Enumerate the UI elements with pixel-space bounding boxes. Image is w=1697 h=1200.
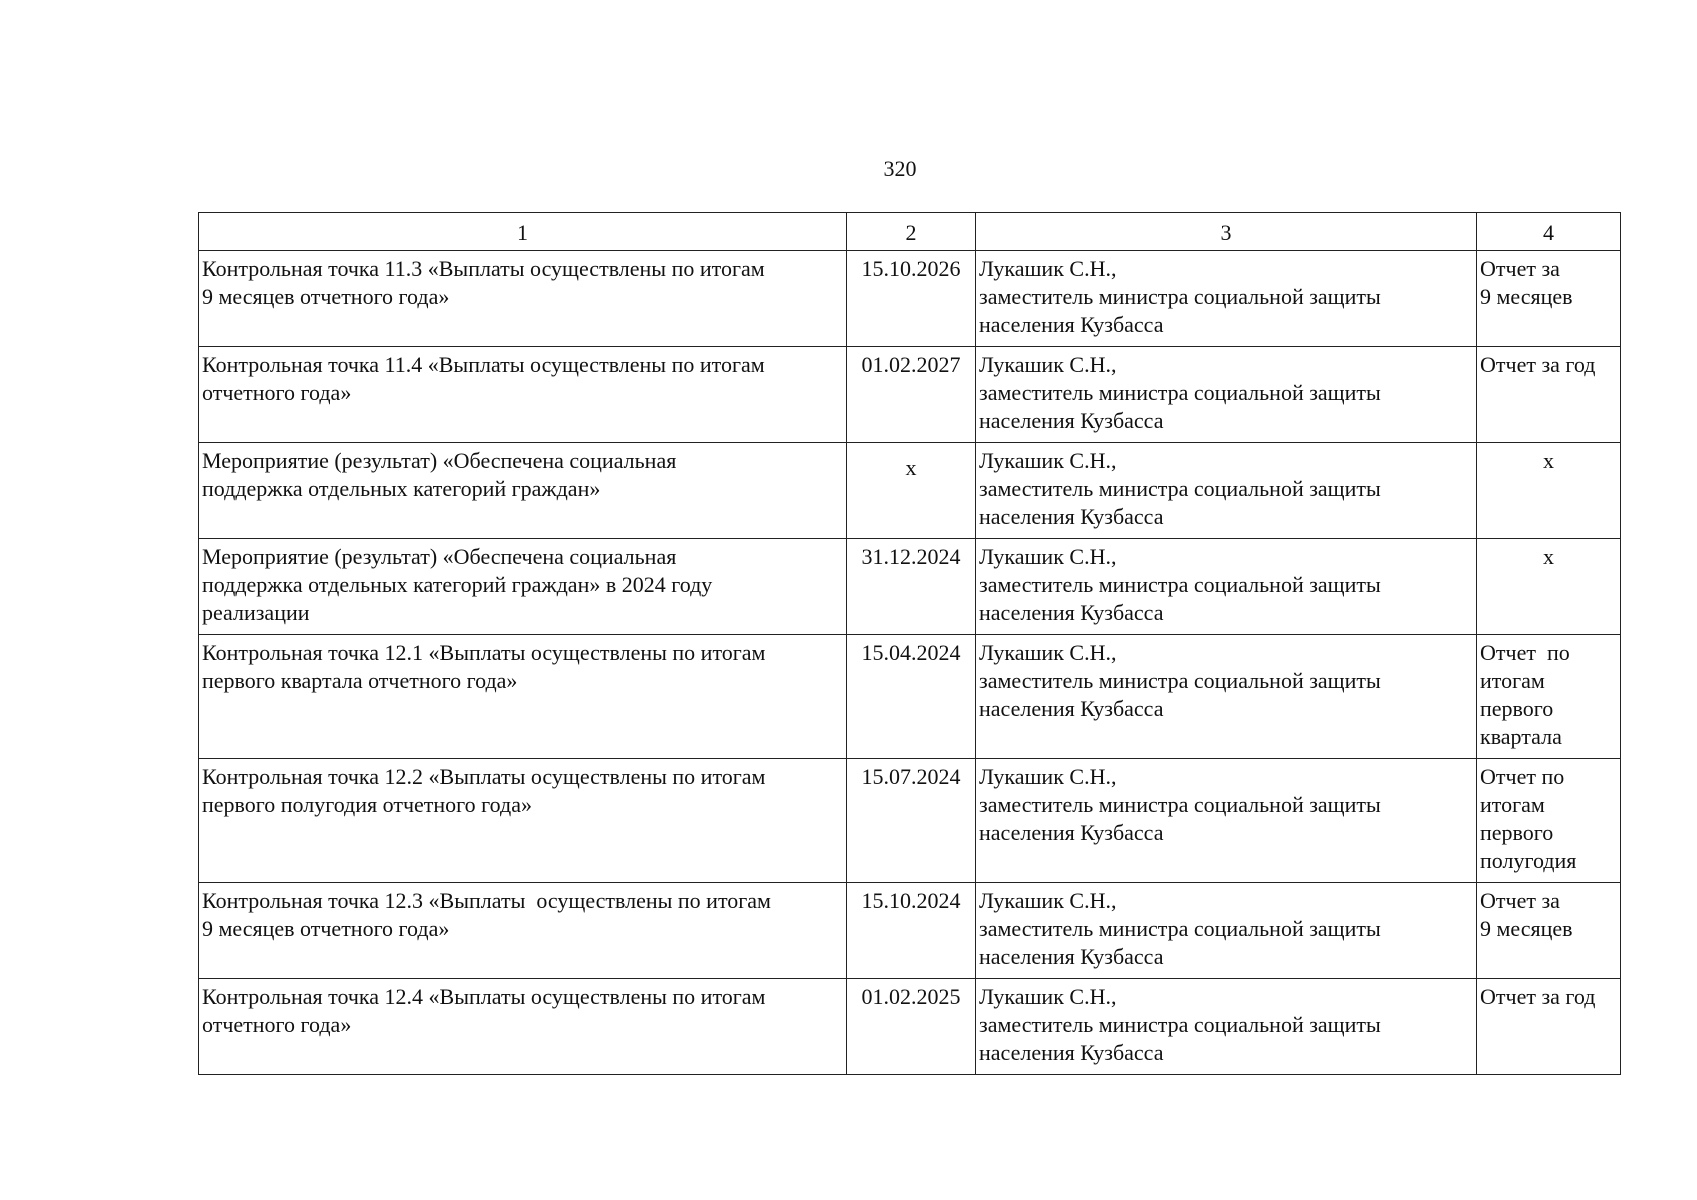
responsible-line: заместитель министра социальной защиты <box>979 476 1381 501</box>
responsible-cell <box>976 979 1477 1075</box>
responsible-line: населения Кузбасса <box>979 1040 1164 1065</box>
date-cell: 15.04.2024 <box>847 635 976 759</box>
date-cell: 15.07.2024 <box>847 759 976 883</box>
responsible-cell <box>976 883 1477 979</box>
table-row <box>199 539 1621 635</box>
title-line: поддержка отдельных категорий граждан» <box>202 476 601 501</box>
responsible-line: населения Кузбасса <box>979 504 1164 529</box>
title-cell <box>199 759 847 883</box>
table-row <box>199 443 1621 539</box>
responsible-line: Лукашик С.Н., <box>979 640 1117 665</box>
title-cell <box>199 883 847 979</box>
title-line: Мероприятие (результат) «Обеспечена социальная <box>202 448 677 473</box>
responsible-cell <box>976 443 1477 539</box>
responsible-line: Лукашик С.Н., <box>979 448 1117 473</box>
column-number-1: 1 <box>199 213 847 251</box>
table-row <box>199 251 1621 347</box>
title-cell <box>199 347 847 443</box>
title-line: Контрольная точка 12.3 «Выплаты осуществлены по итогам <box>202 888 771 913</box>
title-line: первого полугодия отчетного года» <box>202 792 532 817</box>
responsible-line: Лукашик С.Н., <box>979 544 1117 569</box>
table-row <box>199 979 1621 1075</box>
responsible-line: заместитель министра социальной защиты <box>979 668 1381 693</box>
page-number: 320 <box>883 156 917 181</box>
responsible-line: Лукашик С.Н., <box>979 352 1117 377</box>
report-line: 9 месяцев <box>1480 284 1573 309</box>
responsible-line: Лукашик С.Н., <box>979 256 1117 281</box>
title-line: Контрольная точка 11.3 «Выплаты осуществлены по итогам <box>202 256 765 281</box>
responsible-cell <box>976 347 1477 443</box>
title-line: 9 месяцев отчетного года» <box>202 916 450 941</box>
report-line: 9 месяцев <box>1480 916 1573 941</box>
responsible-cell <box>976 251 1477 347</box>
date-cell: 31.12.2024 <box>847 539 976 635</box>
title-line: Контрольная точка 12.2 «Выплаты осуществлены по итогам <box>202 764 766 789</box>
responsible-line: заместитель министра социальной защиты <box>979 1012 1381 1037</box>
report-line: Отчет за <box>1480 256 1560 281</box>
responsible-line: заместитель министра социальной защиты <box>979 916 1381 941</box>
responsible-cell <box>976 635 1477 759</box>
title-cell <box>199 539 847 635</box>
report-cell <box>1477 979 1621 1075</box>
report-line: Отчет за год <box>1480 984 1596 1009</box>
report-line: Отчет по <box>1480 640 1570 665</box>
title-cell <box>199 443 847 539</box>
report-cell <box>1477 883 1621 979</box>
responsible-line: населения Кузбасса <box>979 600 1164 625</box>
responsible-line: населения Кузбасса <box>979 944 1164 969</box>
table-header-row <box>199 213 1621 251</box>
report-line: х <box>1543 448 1554 473</box>
responsible-line: заместитель министра социальной защиты <box>979 572 1381 597</box>
report-line: итогам <box>1480 792 1545 817</box>
responsible-line: населения Кузбасса <box>979 408 1164 433</box>
report-line: Отчет за год <box>1480 352 1596 377</box>
title-line: поддержка отдельных категорий граждан» в 2024 году <box>202 572 713 597</box>
report-line: Отчет за <box>1480 888 1560 913</box>
responsible-line: заместитель министра социальной защиты <box>979 284 1381 309</box>
report-cell <box>1477 251 1621 347</box>
responsible-line: заместитель министра социальной защиты <box>979 792 1381 817</box>
responsible-line: Лукашик С.Н., <box>979 888 1117 913</box>
report-cell <box>1477 539 1621 635</box>
responsible-line: населения Кузбасса <box>979 820 1164 845</box>
title-line: реализации <box>202 600 310 625</box>
title-line: отчетного года» <box>202 380 352 405</box>
title-line: первого квартала отчетного года» <box>202 668 518 693</box>
title-line: 9 месяцев отчетного года» <box>202 284 450 309</box>
title-cell <box>199 979 847 1075</box>
report-line: первого <box>1480 696 1554 721</box>
responsible-line: населения Кузбасса <box>979 312 1164 337</box>
title-line: Контрольная точка 11.4 «Выплаты осуществлены по итогам <box>202 352 765 377</box>
column-number-3: 3 <box>976 213 1477 251</box>
date-cell: х <box>847 443 976 539</box>
title-cell <box>199 635 847 759</box>
title-line: Контрольная точка 12.4 «Выплаты осуществлены по итогам <box>202 984 766 1009</box>
report-cell <box>1477 635 1621 759</box>
report-line: х <box>1543 544 1554 569</box>
responsible-line: населения Кузбасса <box>979 696 1164 721</box>
responsible-line: заместитель министра социальной защиты <box>979 380 1381 405</box>
title-cell <box>199 251 847 347</box>
report-cell <box>1477 443 1621 539</box>
plan-table <box>198 212 1621 1075</box>
table-row <box>199 883 1621 979</box>
column-number-4: 4 <box>1477 213 1621 251</box>
report-cell <box>1477 759 1621 883</box>
table-row <box>199 347 1621 443</box>
report-cell <box>1477 347 1621 443</box>
responsible-cell <box>976 759 1477 883</box>
report-line: итогам <box>1480 668 1545 693</box>
date-cell: 15.10.2026 <box>847 251 976 347</box>
table-row <box>199 635 1621 759</box>
responsible-cell <box>976 539 1477 635</box>
report-line: первого <box>1480 820 1554 845</box>
date-cell: 15.10.2024 <box>847 883 976 979</box>
date-cell: 01.02.2025 <box>847 979 976 1075</box>
report-line: квартала <box>1480 724 1562 749</box>
report-line: Отчет по <box>1480 764 1565 789</box>
title-line: отчетного года» <box>202 1012 352 1037</box>
column-number-2: 2 <box>847 213 976 251</box>
date-cell: 01.02.2027 <box>847 347 976 443</box>
responsible-line: Лукашик С.Н., <box>979 764 1117 789</box>
report-line: полугодия <box>1480 848 1577 873</box>
title-line: Контрольная точка 12.1 «Выплаты осуществлены по итогам <box>202 640 766 665</box>
title-line: Мероприятие (результат) «Обеспечена социальная <box>202 544 677 569</box>
table-row <box>199 759 1621 883</box>
responsible-line: Лукашик С.Н., <box>979 984 1117 1009</box>
